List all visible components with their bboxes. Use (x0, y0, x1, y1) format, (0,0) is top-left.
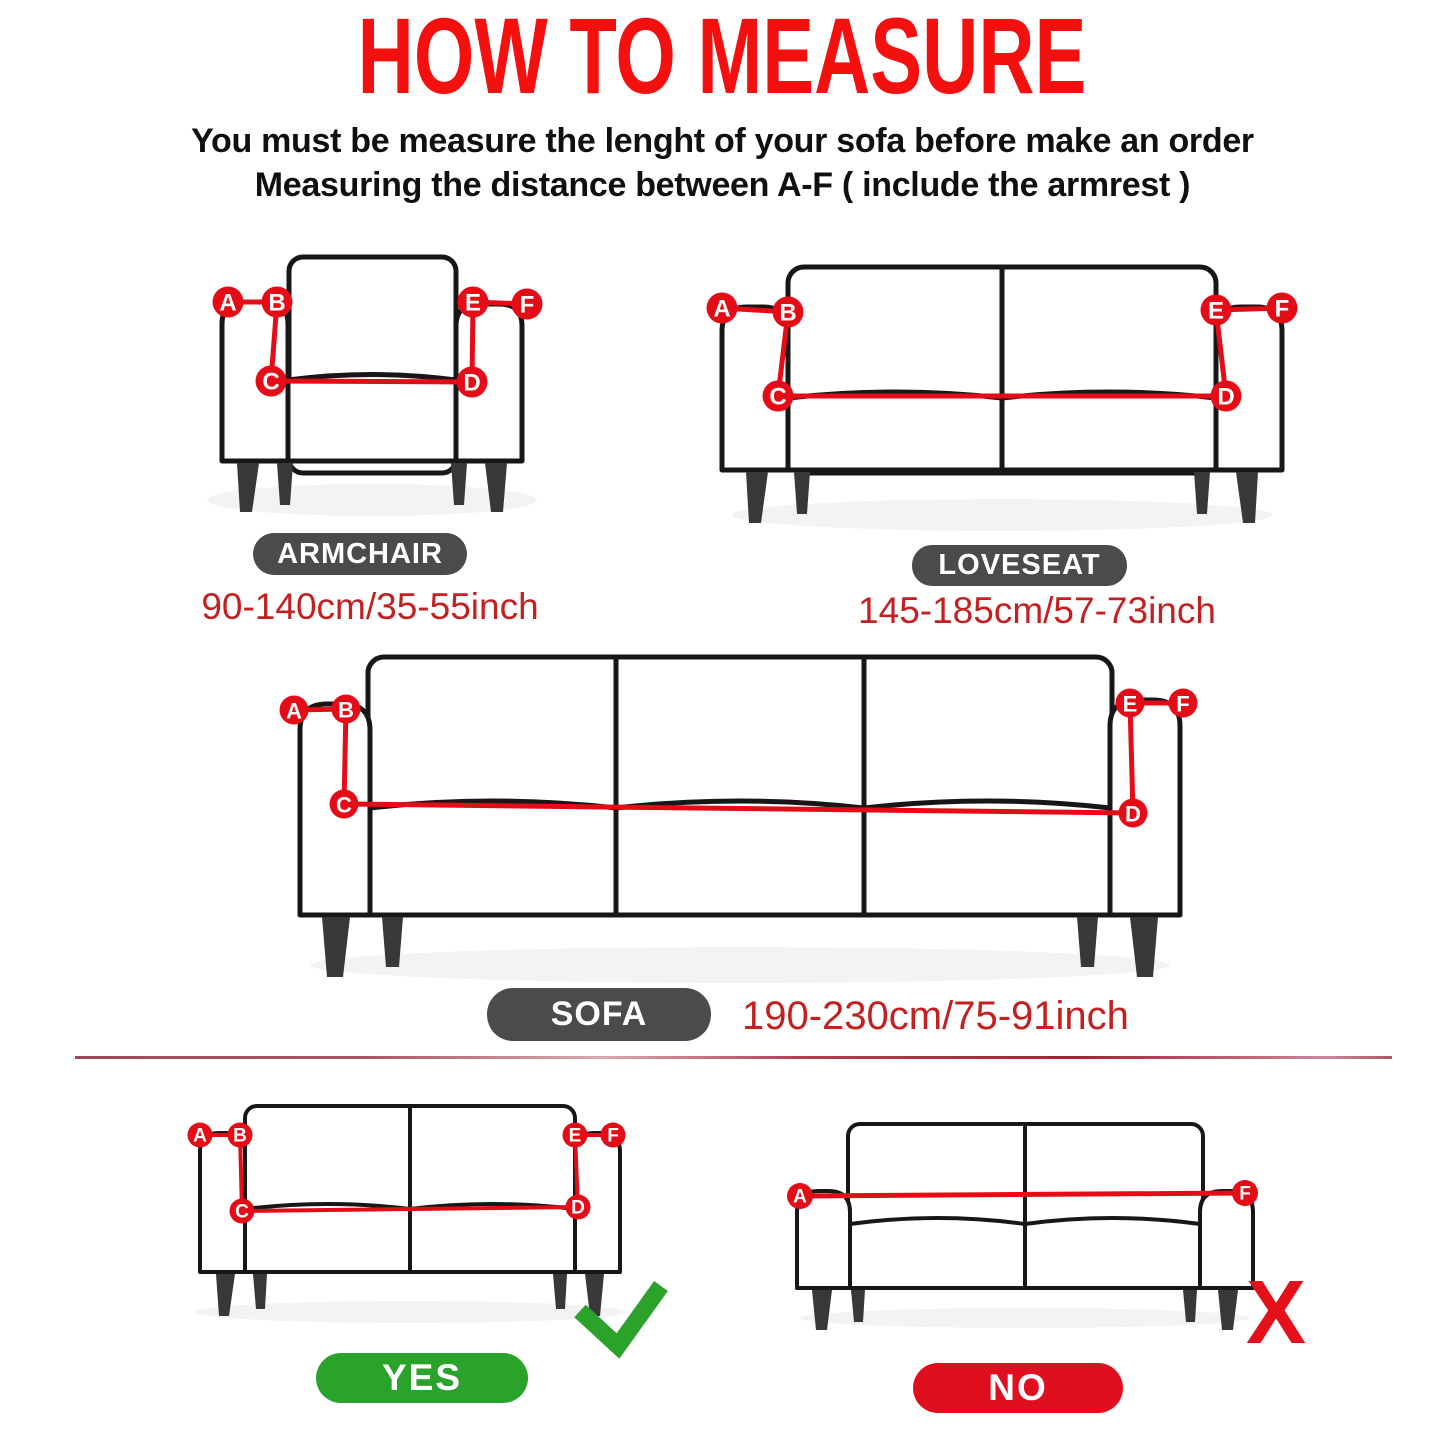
svg-text:F: F (519, 291, 535, 319)
subtitle-line-1: You must be measure the lenght of your sofa before make an order (191, 122, 1254, 160)
armchair-marker-a (213, 287, 244, 318)
svg-text:C: C (336, 792, 352, 818)
sofa-size-range: 190-230cm/75-91inch (742, 994, 1129, 1038)
no-badge (913, 1363, 1123, 1413)
armchair-marker-d (457, 367, 488, 398)
yes-label: YES (381, 1357, 463, 1398)
sofa-label-badge (487, 988, 711, 1041)
armchair-marker-c (256, 366, 287, 397)
loveseat-marker-c (763, 381, 794, 412)
armchair-marker-b (262, 287, 293, 318)
svg-text:A: A (286, 698, 302, 724)
svg-text:D: D (1125, 801, 1141, 827)
armchair-size-range: 90-140cm/35-55inch (201, 586, 539, 627)
svg-text:E: E (568, 1125, 582, 1147)
svg-text:E: E (1122, 691, 1138, 717)
svg-text:F: F (1239, 1183, 1251, 1205)
sofa-marker-b (332, 695, 361, 724)
sofa-marker-d (1119, 799, 1148, 828)
yes-leg (253, 1274, 267, 1309)
loveseat-marker-f (1267, 293, 1298, 324)
svg-text:B: B (338, 697, 354, 723)
loveseat-marker-b (773, 297, 804, 328)
yes-marker-a (188, 1123, 213, 1148)
section-divider (75, 1056, 1392, 1059)
armchair-seat (288, 375, 456, 462)
loveseat-label-badge (912, 545, 1127, 586)
svg-text:B: B (779, 299, 797, 327)
svg-text:F: F (1176, 691, 1190, 717)
svg-text:A: A (193, 1125, 207, 1147)
sofa-marker-e (1116, 689, 1145, 718)
svg-text:D: D (1217, 383, 1235, 411)
loveseat-size-range: 145-185cm/57-73inch (858, 590, 1216, 631)
sofa-floor-shadow (310, 947, 1170, 983)
armchair-marker-f (512, 289, 543, 320)
yes-marker-e (563, 1123, 588, 1148)
subtitle-line-2: Measuring the distance between A-F ( include the armrest ) (254, 166, 1191, 204)
loveseat-marker-a (707, 293, 738, 324)
sofa-seat (370, 801, 1110, 915)
sofa-marker-a (280, 696, 309, 725)
no-floor-shadow (800, 1308, 1250, 1328)
svg-text:F: F (1274, 295, 1290, 323)
no-label: NO (988, 1367, 1048, 1408)
armchair-diagram (207, 257, 543, 516)
loveseat-marker-e (1201, 295, 1232, 326)
sofa-label: SOFA (550, 995, 648, 1033)
loveseat-label: LOVESEAT (938, 549, 1101, 581)
svg-text:C: C (262, 368, 280, 396)
no-marker-f (1232, 1180, 1258, 1206)
yes-marker-b (228, 1123, 253, 1148)
no-leg (812, 1290, 832, 1330)
yes-example-diagram (188, 1106, 662, 1346)
armchair-label-badge (253, 533, 467, 575)
loveseat-marker-d (1211, 381, 1242, 412)
svg-text:E: E (1207, 297, 1225, 325)
yes-marker-d (566, 1195, 591, 1220)
armchair-floor-shadow (207, 484, 537, 516)
loveseat-diagram (707, 267, 1298, 531)
svg-text:A: A (219, 289, 237, 317)
sofa-marker-f (1169, 689, 1198, 718)
page-title: HOW TO MEASURE (358, 0, 1087, 116)
yes-leg (553, 1274, 567, 1309)
sofa-marker-c (330, 790, 359, 819)
yes-badge (316, 1353, 528, 1403)
armchair-label: ARMCHAIR (277, 537, 443, 570)
svg-text:C: C (769, 383, 787, 411)
no-leg (1218, 1290, 1238, 1330)
svg-text:B: B (268, 289, 286, 317)
svg-text:D: D (571, 1197, 585, 1219)
x-icon: X (1245, 1263, 1307, 1363)
loveseat-floor-shadow (732, 499, 1272, 531)
no-example-diagram (787, 1124, 1306, 1363)
svg-text:A: A (793, 1186, 807, 1208)
svg-text:A: A (713, 295, 731, 323)
no-measure-line (800, 1193, 1245, 1196)
svg-text:C: C (235, 1201, 249, 1223)
yes-marker-c (230, 1199, 255, 1224)
sofa-diagram (280, 657, 1198, 983)
armchair-marker-e (458, 287, 489, 318)
svg-text:E: E (464, 289, 482, 317)
svg-text:F: F (607, 1125, 619, 1147)
no-marker-a (787, 1183, 813, 1209)
yes-marker-f (601, 1123, 626, 1148)
svg-text:B: B (233, 1125, 247, 1147)
svg-text:D: D (463, 369, 481, 397)
